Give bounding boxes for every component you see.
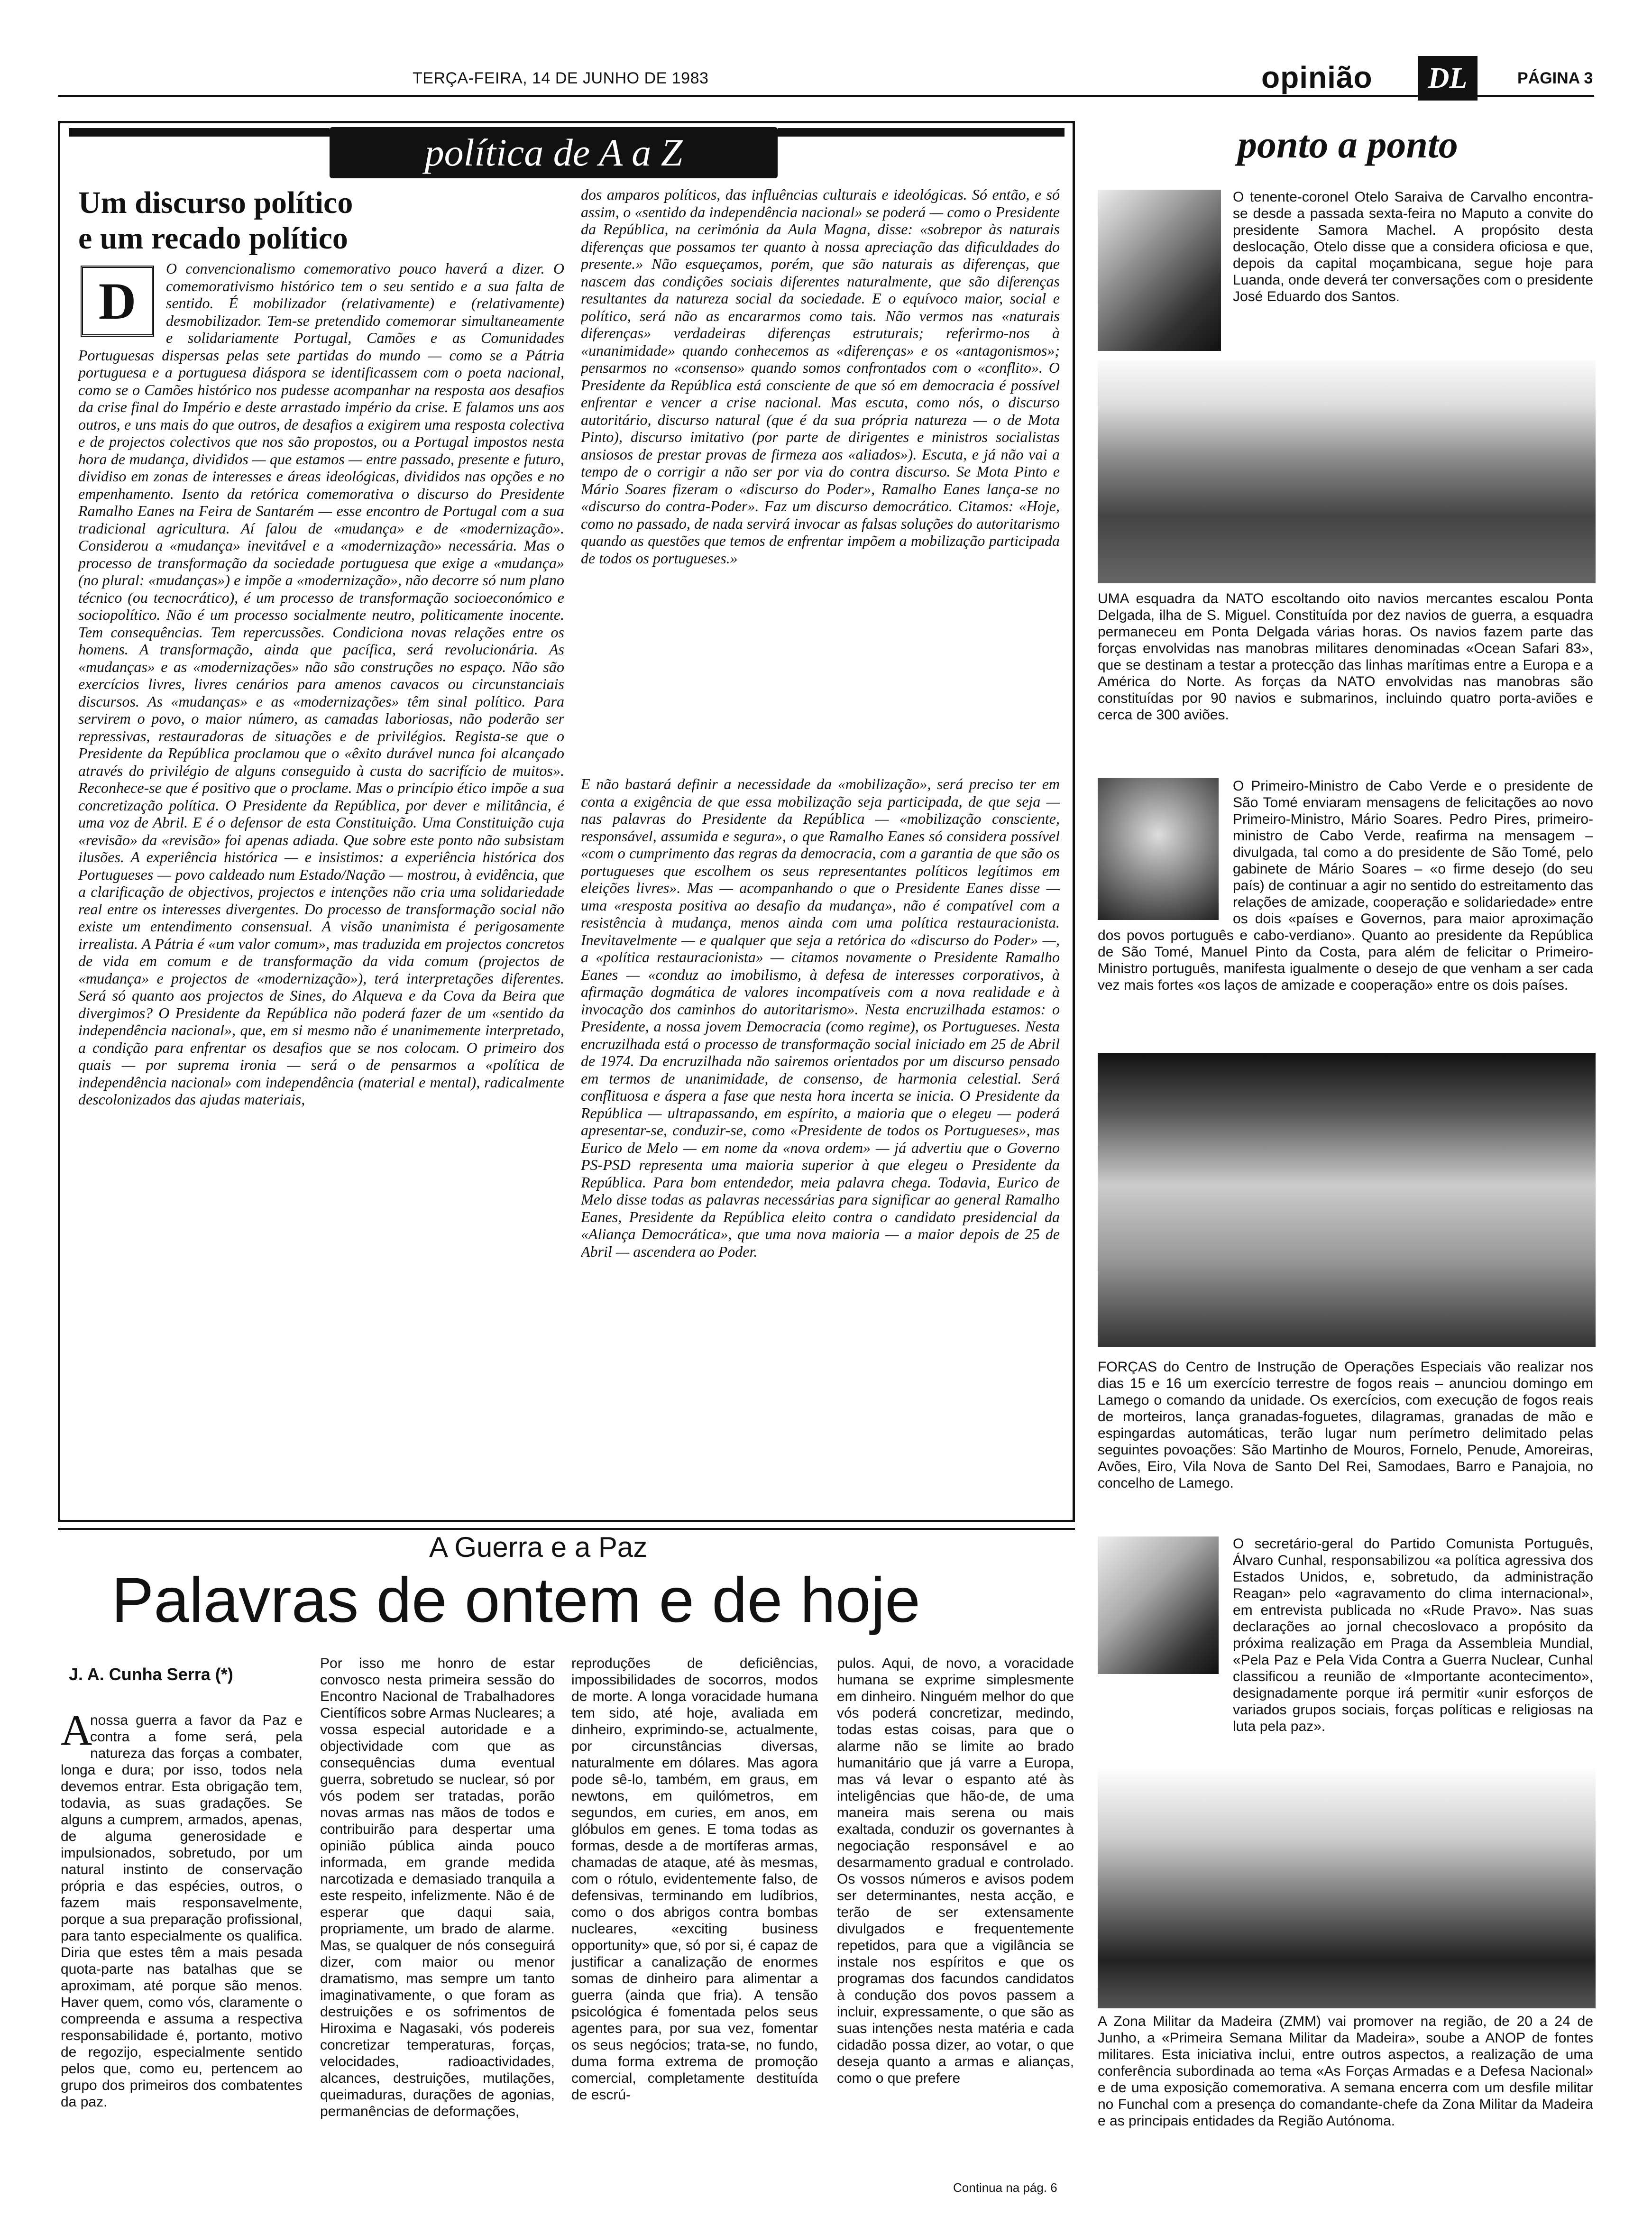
otelo-photo (1098, 190, 1221, 351)
ponto-banner: ponto a ponto (1238, 123, 1458, 166)
guerra-drop-cap: A (61, 1706, 92, 1754)
guerra-col-4: pulos. Aqui, de novo, a voracidade humana se exprime simplesmente em dinheiro. Ninguém melhor do que vós poderá concretizar, medindo, todas estas coisas, para que o alarme não se limite ao brado humanitário que já varre a Europa, mas vá levar o espanto até às inteligências que hão-de, de uma maneira mais serena ou mais exaltada, conduzir os governantes à negociação responsável e ao desarmamento gradual e controlado. Os vossos números e avisos podem ser determinantes, nesta acção, e terão de ser extensamente divulgados e frequentemente repetidos, para que a vigilância se instale nos espíritos e que os programas dos facundos candidatos à condução dos povos passem a incluir, expressamente, o que são as suas intenções nesta matéria e cada cidadão possa dizer, ao votar, o que deseja quanto a armas e alianças, como o que prefere (837, 1656, 1074, 2086)
ponto-item-5: O secretário-geral do Partido Comunista Português, Álvaro Cunhal, responsabilizou «a política agressiva dos Estados Unidos, e, sobretudo, da administração Reagan» pelo «agravamento do clima internacional», em entrevista publicada no «Rude Pravo». Nas suas declarações ao jornal checoslovaco a propósito da próxima realização em Praga da Assembleia Mundial, «Pela Paz e Pela Vida Contra a Guerra Nuclear, Cunhal classificou a reunião de «Importante acontecimento», designadamente porque irá permitir «unir esforços de variados grupos sociais, forças políticas e religiosas na luta pela paz». (1233, 1536, 1593, 1734)
politica-col-1-text: O convencionalismo comemorativo pouco haverá a dizer. O comemorativismo histórico tem o seu sentido e a sua falta de sentido. É mobilizador (relativamente) e (relativamente) desmobilizador. Tem-se pretendido comemorar simultaneamente e solidariamente Portugal, Camões e as Comunidades Portuguesas dispersas pelas sete partidas do mundo — como se a Pátria portuguesa e a portuguesa diáspora se identificassem com o poeta nacional, como se o Camões histórico nos pudesse acompanhar na resposta aos desafios da crise final do Império e deste arrastado império da crise. E falamos uns aos outros, e uns mais do que outros, de desafios a exigirem uma resposta colectiva e de projectos colectivos que nos são propostos, ou a Portugal impostos nesta hora de mudança, divididos — que estamos — entre passado, presente e futuro, dividiso em zonas de interesses e áreas ideológicas, divididos nas opções e no empenhamento. Isento da retórica comemorativa o discurso do Presidente Ramalho Eanes na Feira de Santarém — esse encontro de Portugal com a sua tradicional agricultura. Aí falou de «mudança» e de «modernização». Considerou a «mudança» inevitável e a «modernização» necessária. Mas o processo de transformação da sociedade portuguesa que exige a «mudança» (no plural: «mudanças») e impõe a «modernização», não decorre só num plano técnico (ou tecnocrático), é um processo de transformação socioeconómico e sociopolítico. Não é um processo socialmente neutro, politicamente inocente. Tem consequências. Tem repercussões. Condiciona novas relações entre os homens. A transformação, ainda que pacífica, será revolucionária. As «mudanças» e as «modernizações» não são construções no espaço. Não são exercícios livres, livres cenários para amenos cavacos ou circunstanciais discursos. As «mudanças» e as «modernizações» têm sinal político. Para servirem o povo, o maior número, as camadas laboriosas, não poderão ser repressivas, restauradoras de situações e de privilégios. Regista-se que o Presidente da República proclamou que o «êxito durável nunca foi alcançado através do privilégio de alguns conseguido à custa do sacrifício de muitos». Reconhece-se que é positivo que o proclame. Mas o princípio ético impõe a sua concretização política. O Presidente da República, por dever e militância, é uma voz de Abril. E é o defensor de esta Constituição. Uma Constituição cuja «revisão» da «revisão» foi apenas adiada. Que sobre este ponto não subsistam ilusões. A experiência histórica — e insistimos: a experiência histórica dos Portugueses — povo caldeado num Estado/Nação — mostrou, à evidência, que a clarificação de objectivos, projectos e intenções não cria uma solidariedade real entre os interesses divergentes. Do processo de transformação social não existe um entendimento consensual. A visão unanimista é perigosamente irrealista. A Pátria é «um valor comum», mas traduzida em projectos concretos de vida em comum e de transformação da vida comum (projectos de «mudança» e projectos de «modernização»), terá interpretações diferentes. Será só quanto aos projectos de Sines, do Alqueva e da Cova da Beira que divergimos? O Presidente da República não poderá fazer de um «sentido da independência nacional», que, em si mesmo não é unanimemente interpretado, a condição para enfrentar os desafios que se nos colocam. O primeiro dos quais — por suprema ironia — será o de pensarmos a «política de independência nacional» com independência (material e mental), radicalmente descolonizados das ajudas materiais, (78, 260, 564, 1108)
politica-col-2a-text: dos amparos políticos, das influências culturais e ideológicas. Só então, e só assim, o «sentido da independência nacional» se poderá — como o Presidente da República, na cerimónia da Aula Magna, disse: «sobrepor às naturais diferenças que possamos ter quanto à nossa apreciação das dificuldades do presente.» Não esqueçamos, porém, que são naturais as diferenças, que nascem das condições sociais diferentes naturalmente, que são diferenças resultantes da natureza social da sociedade. E o equívoco maior, social e político, será não as encararmos como tais. Não vermos nas «naturais diferenças» verdadeiras diferenças estruturais; referirmo-nos à «unanimidade» quando conhecemos as «diferenças» e os «antagonismos»; pensarmos no «consenso» quando somos confrontados com o «conflito». O Presidente da República está consciente de que só em democracia é possível enfrentar e vencer a crise nacional. Mas escuta, como nós, o discurso autoritário, discurso natural (que é da sua própria natureza — o de Mota Pinto), discurso imitativo (por parte de dirigentes e ministros socialistas ansiosos de prestar provas de firmeza aos «aliados»). Escuta, e já não vai a tempo de o corrigir a não ser por via do contra discurso. Se Mota Pinto e Mário Soares fizeram o «discurso do Poder», Ramalho Eanes lança-se no «discurso do contra-Poder». Faz um discurso democrático. Citamos: «Hoje, como no passado, de nada servirá invocar as falsas soluções do autoritarismo quando as questões que temos de enfrentar impõem a mobilização participada de todos os portugueses.» (581, 186, 1060, 567)
ponto-item-3: O Primeiro-Ministro de Cabo Verde e o presidente de São Tomé enviaram mensagens de felicitações ao novo Primeiro-Ministro, Mário Soares. Pedro Pires, primeiro-ministro de Cabo Verde, reafirma na mensagem – divulgada, tal como a do presidente de São Tomé, pelo gabinete de Mário Soares – «o firme desejo (do seu país) de continuar a agir no sentido do estreitamento das relações de amizade, cooperação e solidariedade» entre os dois «países e Governos, para maior aproximação dos povos português e cabo-verdiano». Quanto ao presidente da República de São Tomé, Manuel Pinto da Costa, para além de felicitar o Primeiro-Ministro português, manifesta igualmente o desejo de que venham a ser cada vez mais fortes «os laços de amizade e cooperação» entre os dois países. (1098, 778, 1593, 993)
ponto-item-1: O tenente-coronel Otelo Saraiva de Carvalho encontra-se desde a passada sexta-feira no Maputo a convite do presidente Samora Machel. A propósito desta deslocação, Otelo disse que a considera oficiosa e que, depois da capital moçambicana, segue hoje para Luanda, onde deverá ter conversações com o presidente José Eduardo dos Santos. (1233, 189, 1593, 304)
politica-headline-2: e um recado político (78, 221, 348, 256)
madeira-photo (1098, 1766, 1596, 2008)
guerra-byline: J. A. Cunha Serra (*) (69, 1665, 233, 1684)
guerra-col-1-text: nossa guerra a favor da Paz e contra a fome será, pela natureza das forças a combater, longa e dura; por isso, todos nela devemos entrar. Esta obrigação tem, todavia, as suas gradações. Se alguns a cumprem, armados, apenas, de alguma generosidade e impulsionados, sobretudo, por um natural instinto de conservação própria e das espécies, outros, o fazem mais responsavelmente, porque a sua preparação profissional, para tanto especialmente os qualifica. Diria que estes têm a mais pesada quota-parte nas batalhas que se aproximam, até porque são menos. Haver quem, como vós, claramente o compreenda e assuma a respectiva responsabilidade é, portanto, motivo de regozijo, especialmente sentido pelos que, como eu, pertencem ao grupo dos primeiros dos combatentes da paz. (61, 1712, 303, 2110)
politica-col-1 (78, 260, 564, 1498)
header-date: TERÇA-FEIRA, 14 DE JUNHO DE 1983 (413, 69, 709, 87)
ponto-item-4: FORÇAS do Centro de Instrução de Operações Especiais vão realizar nos dias 15 e 16 um exercício terrestre de fogos reais – anunciou domingo em Lamego o comando da unidade. Os exercícios, com execução de fogos reais de morteiros, lança granadas-foguetes, dilagramas, granadas de mão e espingardas automáticas, terão lugar num perímetro delimitado pelas seguintes povoações: São Martinho de Mouros, Fornelo, Penude, Amoreiras, Avões, Eiro, Vila Nova de Santo Del Rei, Samodaes, Barro e Panajoia, no concelho de Lamego. (1098, 1359, 1593, 1491)
ponto-item-2: UMA esquadra da NATO escoltando oito navios mercantes escalou Ponta Delgada, ilha de S. Miguel. Constituída por dez navios de guerra, a esquadra permaneceu em Ponta Delgada várias horas. Os navios fazem parte das forças envolvidas nas manobras militares denominadas «Ocean Safari 83», que se destinam a testar a protecção das linhas marítimas entre a Europa e a América do Norte. As forças da NATO envolvidas nas manobras são constituídas por 90 navios e submarinos, incluindo quatro porta-aviões e cerca de 300 aviões. (1098, 591, 1593, 723)
guerra-headline: Palavras de ontem e de hoje (111, 1565, 920, 1636)
cunhal-photo (1098, 1536, 1219, 1674)
guerra-col-1 (61, 1712, 303, 2196)
page-number: PÁGINA 3 (1517, 69, 1593, 87)
soldier-photo (1098, 1053, 1596, 1347)
section-label: opinião (1261, 60, 1373, 94)
guerra-col-3: reproduções de deficiências, impossibilidades de socorros, modos de morte. A longa voracidade humana tem sido, até hoje, avaliada em dinheiro, exprimindo-se, actualmente, por circunstâncias diversas, naturalmente em dólares. Mas agora pode sê-lo, também, em graus, em newtons, em quilómetros, em segundos, em curies, em anos, em glóbulos em genes. E toma todas as formas, desde a de mortíferas armas, chamadas de ataque, até às mesmas, com o rótulo, evidentemente falso, de defensivas, terminando em ludíbrios, como o dos abrigos contra bombas nucleares, «exciting business opportunity» que, só por si, é capaz de justificar a canalização de enormes somas de dinheiro para alimentar a guerra (ainda que fria). A tensão psicológica é fomentada pelos seus agentes para, por sua vez, fomentar os seus negócios; trata-se, no fundo, duma forma extrema de promoção comercial, completamente destituída de escrú- (571, 1656, 818, 2103)
dl-logo: DL (1418, 56, 1478, 101)
guerra-kicker: A Guerra e a Paz (429, 1531, 648, 1563)
politica-banner: política de A a Z (330, 127, 778, 178)
guerra-top-rule (58, 1528, 1075, 1530)
politica-col-2a (581, 186, 1060, 774)
nato-ships-photo (1098, 360, 1596, 583)
banner-rule-left (69, 128, 330, 137)
politica-drop-cap: D (81, 266, 154, 337)
guerra-col-2: Por isso me honro de estar convosco nesta primeira sessão do Encontro Nacional de Trabalhadores Científicos sobre Armas Nucleares; a vossa especial autoridade e a objectividade com que as consequências duma eventual guerra, sobretudo se nuclear, só por vós podem ser tratadas, porão novas armas nas mãos de todos e contribuirão para despertar uma opinião pública ainda pouco informada, em grande medida narcotizada e demasiado tranquila a este respeito, infelizmente. Não é de esperar que daqui saia, propriamente, um brado de alarme. Mas, se qualquer de nós conseguirá dizer, com maior ou menor dramatismo, mas sempre um tanto imaginativamente, o que foram as destruições e os sofrimentos de Hiroxima e Nagasaki, vós podereis concretizar temperaturas, forças, velocidades, radioactividades, alcances, destruições, mutilações, queimaduras, durações de agonias, permanências de deformações, (320, 1656, 555, 2119)
politica-headline-1: Um discurso político (78, 185, 353, 220)
politica-col-2b (581, 775, 1060, 1499)
ponto-item-6: A Zona Militar da Madeira (ZMM) vai promover na região, de 20 a 24 de Junho, a «Primeira Semana Militar da Madeira», soube a ANOP de fontes militares. Esta iniciativa inclui, entre outros aspectos, a realização de uma conferência subordinada ao tema «As Forças Armadas e a Defesa Nacional» e de uma exposição comemorativa. A semana encerra com um desfile militar no Funchal com a presença do comandante-chefe da Zona Militar da Madeira e as principais entidades da Região Autónoma. (1098, 2014, 1593, 2129)
banner-rule-right (778, 128, 1065, 137)
politica-col-2b-text: E não bastará definir a necessidade da «mobilização», será preciso ter em conta a exigência de que essa mobilização seja participada, de que seja — nas palavras do Presidente da República — «mobilização consciente, responsável, assumida e segura», o que Ramalho Eanes só considera possível «com o cumprimento das regras da democracia, com a garantia de que são os portugueses que escolhem os seus representantes políticos legítimos em eleições livres». Mas — acompanhando o que o Presidente Eanes disse — uma «resposta positiva ao desafio da mudança», não é compatível com a resistência à mudança, menos ainda com uma política restauracionista. Inevitavelmente — e qualquer que seja a retórica do «discurso do Poder» —, a «política restauracionista» — citamos novamente o Presidente Ramalho Eanes — «conduz ao imobilismo, à defesa de interesses corporativos, à afirmação dogmática de valores incompatíveis com a nova realidade e à invocação dos caminhos do autoritarismo». Nesta encruzilhada estamos: o Presidente, a nossa jovem Democracia (como regime), os Portugueses. Nesta encruzilhada está o processo de transformação social iniciado em 25 de Abril de 1974. Da encruzilhada não sairemos orientados por um discurso pensado em termos de unanimidade, de consenso, de harmonia celestial. Será conflituosa e áspera a fase que nesta hora incerta se inicia. O Presidente da República — ultrapassando, em espírito, a maioria que o elegeu — poderá apresentar-se, conduzir-se, como «Presidente de todos os Portugueses», mas Eurico de Melo — em nome da «nova ordem» — já advertiu que o Governo PS-PSD representa uma maioria superior à que elegeu o Presidente da República. Para bom entendedor, meia palavra chega. Todavia, Eurico de Melo disse todas as palavras necessárias para significar ao general Ramalho Eanes, Presidente da República eleito contra o candidato presidencial da «Aliança Democrática», que uma nova maioria — a maior depois de 25 de Abril — ascendera ao Poder. (581, 775, 1060, 1260)
header-rule (58, 95, 1594, 97)
continua-label: Continua na pág. 6 (953, 2180, 1057, 2195)
